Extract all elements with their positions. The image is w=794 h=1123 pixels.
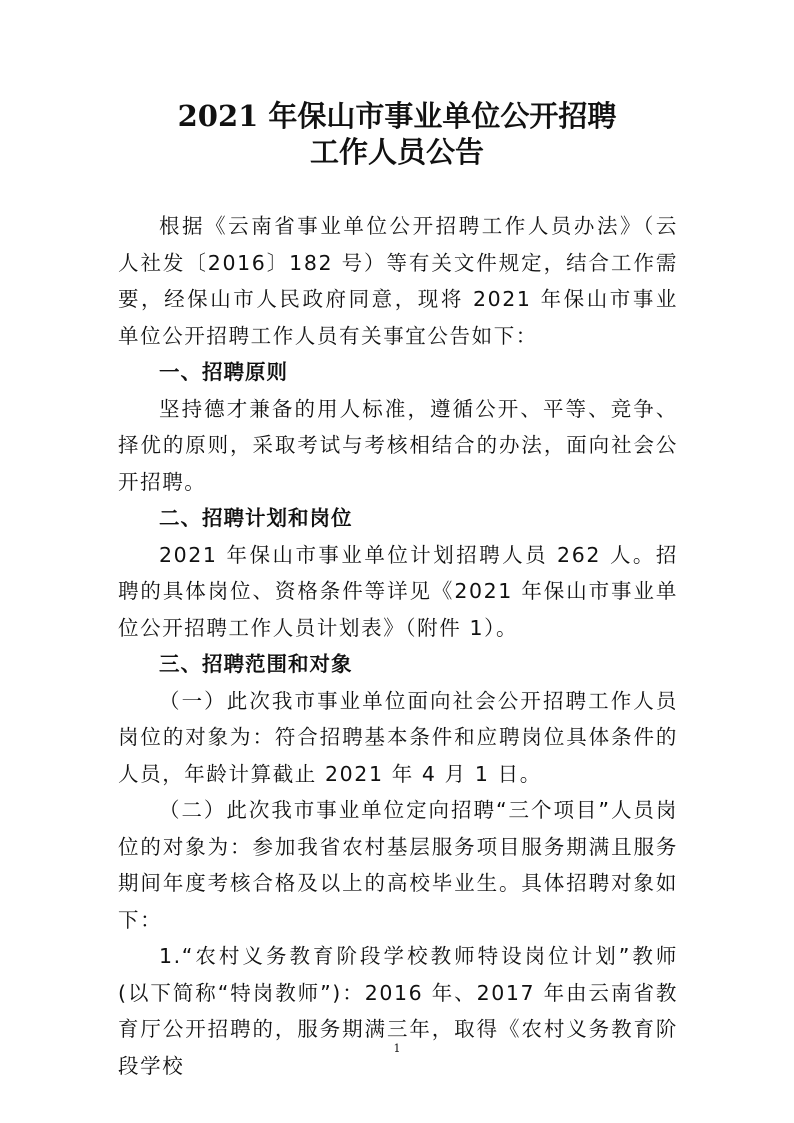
- section-2-paragraph: 2021 年保山市事业单位计划招聘人员 262 人。招聘的具体岗位、资格条件等详见《2021 年保山市事业单位公开招聘工作人员计划表》（附件 1）。: [118, 542, 678, 640]
- section-2-heading: 二、招聘计划和岗位: [159, 506, 353, 530]
- document-title-line-1: 2021 年保山市事业单位公开招聘: [177, 99, 617, 133]
- document-title-line-2: 工作人员公告: [309, 135, 484, 169]
- intro-paragraph: 根据《云南省事业单位公开招聘工作人员办法》（云人社发〔2016〕182 号）等有关文件规定，结合工作需要，经保山市人民政府同意，现将 2021 年保山市事业单位公开招聘工作人员有关事宜公告如下：: [118, 214, 678, 348]
- page-number: 1: [393, 1042, 401, 1055]
- section-3-heading: 三、招聘范围和对象: [159, 652, 353, 676]
- document-body: [118, 208, 678, 1084]
- section-1-heading: 一、招聘原则: [159, 360, 288, 384]
- section-1-paragraph: 坚持德才兼备的用人标准，遵循公开、平等、竞争、择优的原则，采取考试与考核相结合的办法，面向社会公开招聘。: [118, 396, 678, 494]
- section-3-item-2-sub-1: 1.“农村义务教育阶段学校教师特设岗位计划”教师(以下简称“特岗教师”)：2016 年、2017 年由云南省教育厅公开招聘的，服务期满三年，取得《农村义务教育阶段学校: [118, 944, 678, 1078]
- section-3-item-2: （二）此次我市事业单位定向招聘“三个项目”人员岗位的对象为：参加我省农村基层服务项目服务期满且服务期间年度考核合格及以上的高校毕业生。具体招聘对象如下：: [118, 798, 678, 932]
- section-3-item-1: （一）此次我市事业单位面向社会公开招聘工作人员岗位的对象为：符合招聘基本条件和应聘岗位具体条件的人员，年龄计算截止 2021 年 4 月 1 日。: [118, 688, 678, 786]
